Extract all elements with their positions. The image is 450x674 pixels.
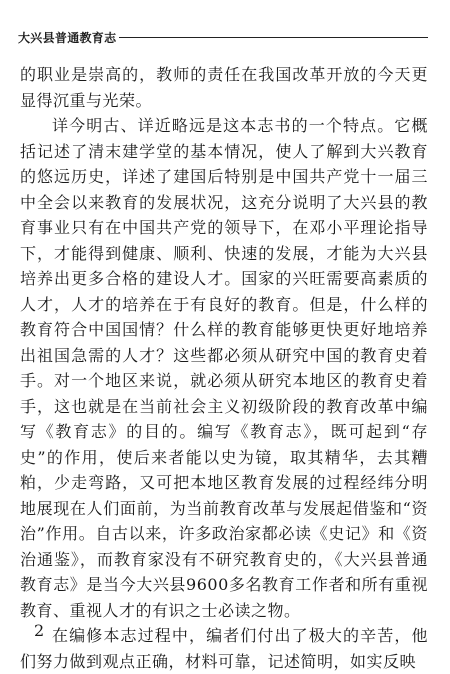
header-rule [119,37,428,38]
page-number: 2 [34,621,45,640]
page-body [20,62,428,674]
paragraph-main: 详今明古、详近略远是这本志书的一个特点。它概括记述了清末建学堂的基本情况，使人了解到大兴教育的悠远历史，详述了建国后特别是中国共产党十一届三中全会以来教育的发展状况，这充分说明了大兴县的教育事业只有在中国共产党的领导下，在邓小平理论指导下，才能得到健康、顺利、快速的发展，才能为大兴县培养出更多合格的建设人才。国家的兴旺需要高素质的人才，人才的培养在于有良好的教育。但是，什么样的教育符合中国国情？什么样的教育能够更快更好地培养出祖国急需的人才？这些都必须从研究中国的教育史着手。对一个地区来说，就必须从研究本地区的教育史着手，这也就是在当前社会主义初级阶段的教育改革中编写《教育志》的目的。编写《教育志》，既可起到“存史”的作用，使后来者能以史为镜，取其精华，去其糟粕，少走弯路，又可把本地区教育发展的过程经纬分明地展现在人们面前，为当前教育改革与发展起借鉴和“资治”作用。自古以来，许多政治家都必读《史记》和《资治通鉴》，而教育家没有不研究教育史的，《大兴县普通教育志》是当今大兴县9600多名教育工作者和所有重视教育、重视人才的有识之士必读之物。 [20,116,428,620]
paragraph-continuation: 的职业是崇高的，教师的责任在我国改革开放的今天更显得沉重与光荣。 [20,65,428,110]
running-header [18,26,428,48]
book-title: 大兴县普通教育志 [18,30,117,45]
paragraph-compilation: 在编修本志过程中，编者们付出了极大的辛苦，他们努力做到观点正确，材料可靠，记述简明，如实反映 [20,626,428,671]
